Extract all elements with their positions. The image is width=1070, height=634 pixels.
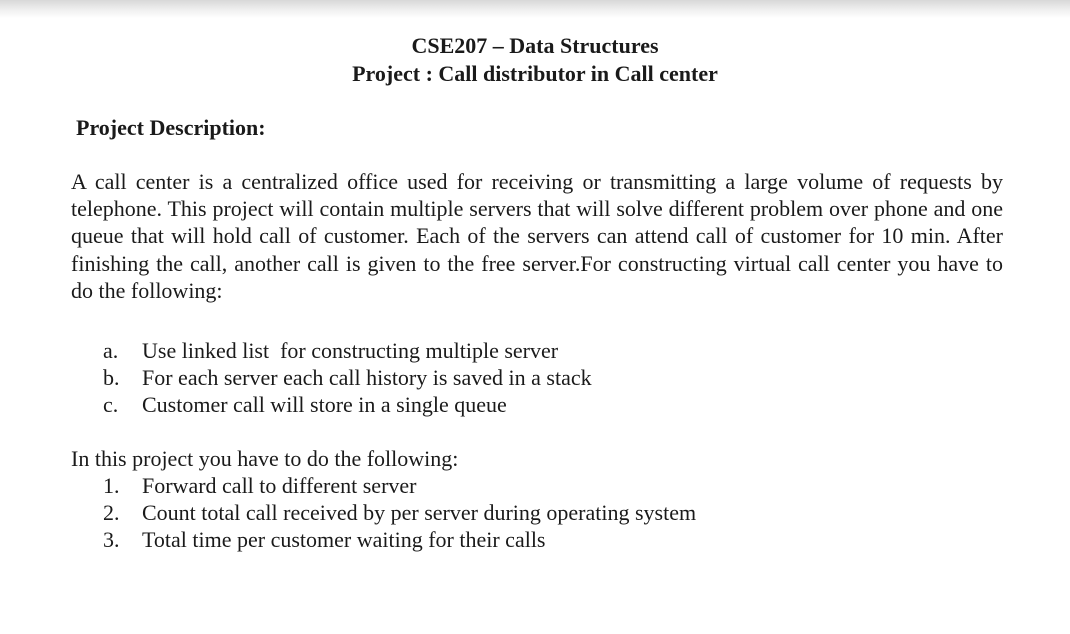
title-block [0,32,1070,88]
list-item-text: Use linked list for constructing multiple server [142,338,559,363]
list-marker: c. [103,392,119,418]
list-item-text: Total time per customer waiting for their calls [142,527,546,553]
list-marker: 1. [103,473,120,498]
list-marker: 2. [103,500,120,526]
list-item [103,391,592,418]
list-item-text: Count total call received by per server during operating system [142,500,697,526]
list-item [103,472,696,499]
list-item [103,499,696,526]
list-marker: 3. [103,527,120,553]
list-marker: a. [103,338,119,363]
list-marker: b. [103,365,120,391]
list-item-text: Customer call will store in a single queue [142,392,507,418]
description-paragraph: A call center is a centralized office used for receiving or transmitting a large volume of requests by telephone. This project will contain multiple servers that will solve different problem over phone and one queue that will hold call of customer. Each of the servers can attend call of customer for 10 min. After finishing the call, another call is given to the free server.For constructing virtual call center you have to do the following: [71,169,1003,303]
components-list [103,337,592,419]
course-title: CSE207 – Data Structures [411,33,659,58]
list-item [103,526,696,553]
section-heading: Project Description: [76,115,266,140]
list-item-text: For each server each call history is saved in a stack [142,365,592,391]
project-title: Project : Call distributor in Call center [352,61,718,86]
list-item [103,364,592,391]
list-item-text: Forward call to different server [142,473,417,498]
list-item [103,337,592,364]
tasks-list [103,472,696,554]
tasks-intro: In this project you have to do the following: [71,446,459,471]
